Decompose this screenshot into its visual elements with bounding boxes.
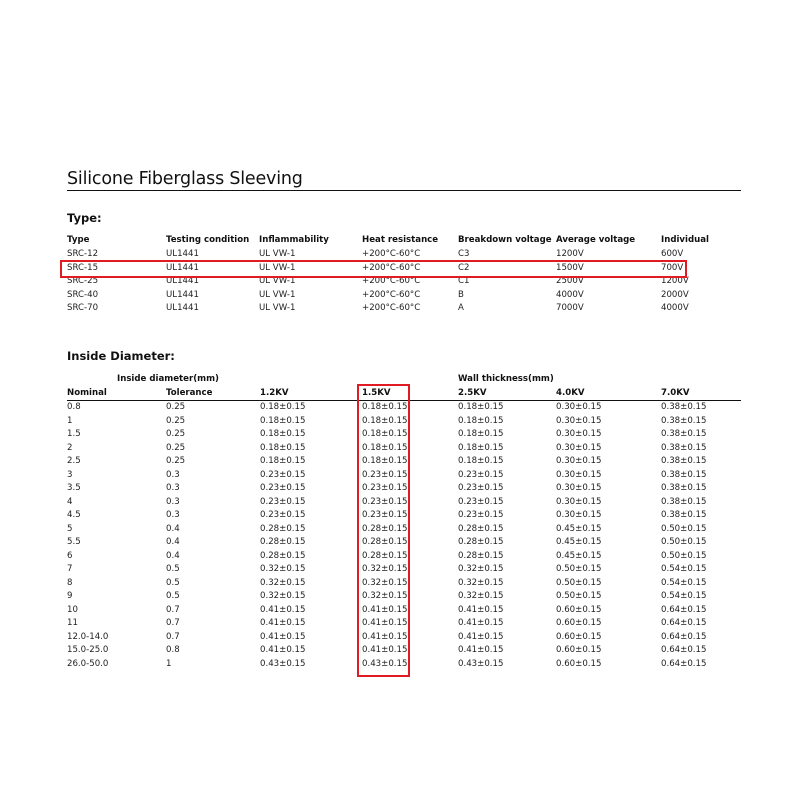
diameter-cell-26-0-50-0-3: 0.43±0.15 — [362, 658, 408, 669]
diameter-cell-2-3: 0.18±0.15 — [362, 442, 408, 453]
diameter-cell-2-5-6: 0.38±0.15 — [661, 456, 707, 466]
diameter-cell-9-2: 0.32±0.15 — [260, 591, 306, 601]
diameter-cell-3-0: 3 — [67, 469, 73, 480]
diameter-cell-7-3: 0.32±0.15 — [362, 564, 408, 574]
diameter-cell-11-6: 0.64±0.15 — [661, 618, 707, 628]
diameter-cell-2-5-3: 0.18±0.15 — [362, 456, 408, 466]
diameter-cell-5-5-5: 0.45±0.15 — [556, 537, 602, 547]
diameter-cell-6-0: 6 — [67, 550, 73, 561]
diameter-cell-1-0: 1 — [67, 415, 73, 426]
diameter-cell-5-5: 0.45±0.15 — [556, 523, 602, 534]
diameter-cell-1-6: 0.38±0.15 — [661, 415, 707, 426]
diameter-cell-4-5-5: 0.30±0.15 — [556, 510, 602, 520]
diameter-cell-11-4: 0.41±0.15 — [458, 618, 504, 628]
diameter-cell-6-6: 0.50±0.15 — [661, 550, 707, 561]
diameter-cell-5-1: 0.4 — [166, 523, 180, 534]
type-cell-src-15-4: C2 — [458, 262, 470, 273]
diameter-cell-3-4: 0.23±0.15 — [458, 469, 504, 480]
type-cell-src-25-4: C1 — [458, 276, 470, 286]
diameter-col-header-2-5kv: 2.5KV — [458, 388, 487, 398]
diameter-cell-8-5: 0.50±0.15 — [556, 577, 602, 588]
diameter-cell-7-2: 0.32±0.15 — [260, 564, 306, 574]
diameter-cell-10-3: 0.41±0.15 — [362, 604, 408, 615]
diameter-cell-2-6: 0.38±0.15 — [661, 442, 707, 453]
diameter-cell-12-0-14-0-4: 0.41±0.15 — [458, 631, 504, 642]
type-cell-src-25-3: +200°C-60°C — [362, 276, 421, 286]
diameter-cell-1-5-1: 0.25 — [166, 429, 186, 439]
diameter-cell-12-0-14-0-0: 12.0-14.0 — [67, 631, 109, 642]
diameter-cell-0-8-3: 0.18±0.15 — [362, 402, 408, 412]
diameter-cell-4-5-0: 4.5 — [67, 510, 81, 520]
diameter-cell-5-0: 5 — [67, 523, 73, 534]
diameter-cell-15-0-25-0-2: 0.41±0.15 — [260, 645, 306, 655]
diameter-cell-2-5: 0.30±0.15 — [556, 442, 602, 453]
diameter-cell-9-1: 0.5 — [166, 591, 180, 601]
diameter-col-header-nominal: Nominal — [67, 388, 107, 398]
type-cell-src-70-0: SRC-70 — [67, 303, 99, 313]
diameter-cell-0-8-1: 0.25 — [166, 402, 186, 412]
diameter-cell-12-0-14-0-6: 0.64±0.15 — [661, 631, 707, 642]
diameter-cell-6-3: 0.28±0.15 — [362, 550, 408, 561]
diameter-cell-4-5-6: 0.38±0.15 — [661, 510, 707, 520]
diameter-cell-6-2: 0.28±0.15 — [260, 550, 306, 561]
diameter-cell-12-0-14-0-3: 0.41±0.15 — [362, 631, 408, 642]
diameter-cell-8-1: 0.5 — [166, 577, 180, 588]
diameter-cell-4-0: 4 — [67, 496, 73, 507]
diameter-cell-15-0-25-0-6: 0.64±0.15 — [661, 645, 707, 655]
diameter-cell-1-4: 0.18±0.15 — [458, 415, 504, 426]
diameter-cell-3-5-2: 0.23±0.15 — [260, 483, 306, 493]
diameter-cell-2-5-2: 0.18±0.15 — [260, 456, 306, 466]
type-cell-src-12-2: UL VW-1 — [259, 249, 296, 259]
type-cell-src-40-0: SRC-40 — [67, 289, 99, 300]
diameter-cell-15-0-25-0-0: 15.0-25.0 — [67, 645, 109, 655]
diameter-cell-7-6: 0.54±0.15 — [661, 564, 707, 574]
diameter-cell-2-5-4: 0.18±0.15 — [458, 456, 504, 466]
type-col-header-inflammability: Inflammability — [259, 235, 329, 245]
diameter-cell-10-0: 10 — [67, 604, 78, 615]
type-cell-src-40-6: 2000V — [661, 289, 689, 300]
diameter-col-header-1-2kv: 1.2KV — [260, 388, 289, 398]
type-heading: Type: — [67, 211, 102, 225]
diameter-cell-1-3: 0.18±0.15 — [362, 415, 408, 426]
diameter-cell-26-0-50-0-2: 0.43±0.15 — [260, 658, 306, 669]
diameter-cell-0-8-4: 0.18±0.15 — [458, 402, 504, 412]
diameter-cell-3-5-4: 0.23±0.15 — [458, 483, 504, 493]
type-cell-src-15-2: UL VW-1 — [259, 262, 296, 273]
diameter-cell-4-2: 0.23±0.15 — [260, 496, 306, 507]
diameter-cell-5-5-6: 0.50±0.15 — [661, 537, 707, 547]
type-cell-src-40-2: UL VW-1 — [259, 289, 296, 300]
diameter-cell-4-5-1: 0.3 — [166, 510, 180, 520]
type-col-header-heat-resistance: Heat resistance — [362, 235, 439, 245]
diameter-cell-12-0-14-0-5: 0.60±0.15 — [556, 631, 602, 642]
diameter-cell-4-5-4: 0.23±0.15 — [458, 510, 504, 520]
type-cell-src-25-1: UL1441 — [166, 276, 199, 286]
type-cell-src-15-6: 700V — [661, 262, 684, 273]
diameter-cell-3-5-3: 0.23±0.15 — [362, 483, 408, 493]
diameter-cell-3-3: 0.23±0.15 — [362, 469, 408, 480]
diameter-cell-2-2: 0.18±0.15 — [260, 442, 306, 453]
diameter-cell-1-5-2: 0.18±0.15 — [260, 429, 306, 439]
diameter-cell-9-6: 0.54±0.15 — [661, 591, 707, 601]
inside-diameter-group-label: Inside diameter(mm) — [117, 374, 219, 384]
diameter-cell-2-0: 2 — [67, 442, 73, 453]
diameter-cell-4-1: 0.3 — [166, 496, 180, 507]
diameter-cell-5-5-1: 0.4 — [166, 537, 180, 547]
type-cell-src-70-6: 4000V — [661, 303, 689, 313]
type-cell-src-15-3: +200°C-60°C — [362, 262, 421, 273]
diameter-cell-26-0-50-0-0: 26.0-50.0 — [67, 658, 109, 669]
diameter-cell-7-5: 0.50±0.15 — [556, 564, 602, 574]
type-cell-src-70-2: UL VW-1 — [259, 303, 296, 313]
diameter-col-header-tolerance: Tolerance — [166, 388, 213, 398]
diameter-cell-9-4: 0.32±0.15 — [458, 591, 504, 601]
diameter-cell-2-1: 0.25 — [166, 442, 186, 453]
diameter-cell-0-8-6: 0.38±0.15 — [661, 402, 707, 412]
diameter-cell-7-1: 0.5 — [166, 564, 180, 574]
diameter-cell-1-1: 0.25 — [166, 415, 186, 426]
inside-diameter-heading: Inside Diameter: — [67, 349, 175, 363]
diameter-cell-6-4: 0.28±0.15 — [458, 550, 504, 561]
diameter-cell-3-5-6: 0.38±0.15 — [661, 483, 707, 493]
diameter-col-header-1-5kv: 1.5KV — [362, 388, 391, 398]
diameter-cell-3-2: 0.23±0.15 — [260, 469, 306, 480]
diameter-cell-4-6: 0.38±0.15 — [661, 496, 707, 507]
diameter-cell-10-2: 0.41±0.15 — [260, 604, 306, 615]
type-cell-src-40-3: +200°C-60°C — [362, 289, 421, 300]
diameter-cell-5-5-4: 0.28±0.15 — [458, 537, 504, 547]
type-cell-src-12-6: 600V — [661, 249, 684, 259]
diameter-cell-9-0: 9 — [67, 591, 73, 601]
diameter-cell-0-8-5: 0.30±0.15 — [556, 402, 602, 412]
type-cell-src-25-5: 2500V — [556, 276, 584, 286]
diameter-cell-1-5-0: 1.5 — [67, 429, 81, 439]
page-title: Silicone Fiberglass Sleeving — [67, 169, 303, 189]
type-cell-src-70-1: UL1441 — [166, 303, 199, 313]
type-cell-src-40-1: UL1441 — [166, 289, 199, 300]
type-cell-src-25-2: UL VW-1 — [259, 276, 296, 286]
diameter-cell-2-5-5: 0.30±0.15 — [556, 456, 602, 466]
diameter-cell-26-0-50-0-6: 0.64±0.15 — [661, 658, 707, 669]
diameter-cell-11-0: 11 — [67, 618, 78, 628]
type-row-highlight — [60, 260, 687, 278]
diameter-cell-26-0-50-0-4: 0.43±0.15 — [458, 658, 504, 669]
type-cell-src-15-0: SRC-15 — [67, 262, 99, 273]
diameter-cell-26-0-50-0-5: 0.60±0.15 — [556, 658, 602, 669]
type-cell-src-12-4: C3 — [458, 249, 470, 259]
diameter-cell-5-2: 0.28±0.15 — [260, 523, 306, 534]
diameter-cell-0-8-0: 0.8 — [67, 402, 81, 412]
type-cell-src-12-5: 1200V — [556, 249, 584, 259]
diameter-cell-3-5-5: 0.30±0.15 — [556, 483, 602, 493]
diameter-col-header-7-0kv: 7.0KV — [661, 388, 690, 398]
diameter-cell-15-0-25-0-5: 0.60±0.15 — [556, 645, 602, 655]
diameter-cell-4-3: 0.23±0.15 — [362, 496, 408, 507]
diameter-cell-1-2: 0.18±0.15 — [260, 415, 306, 426]
type-col-header-type: Type — [67, 235, 90, 245]
diameter-cell-2-5-1: 0.25 — [166, 456, 186, 466]
diameter-cell-3-5-1: 0.3 — [166, 483, 180, 493]
wall-thickness-group-label: Wall thickness(mm) — [458, 374, 554, 384]
diameter-cell-9-5: 0.50±0.15 — [556, 591, 602, 601]
diameter-cell-4-4: 0.23±0.15 — [458, 496, 504, 507]
type-cell-src-70-4: A — [458, 303, 464, 313]
diameter-cell-4-5-2: 0.23±0.15 — [260, 510, 306, 520]
diameter-cell-10-4: 0.41±0.15 — [458, 604, 504, 615]
diameter-cell-6-1: 0.4 — [166, 550, 180, 561]
diameter-cell-4-5-3: 0.23±0.15 — [362, 510, 408, 520]
diameter-cell-5-3: 0.28±0.15 — [362, 523, 408, 534]
diameter-cell-4-5: 0.30±0.15 — [556, 496, 602, 507]
diameter-cell-8-6: 0.54±0.15 — [661, 577, 707, 588]
diameter-column-highlight — [357, 384, 410, 677]
type-col-header-average-voltage: Average voltage — [556, 235, 636, 245]
diameter-cell-1-5-4: 0.18±0.15 — [458, 429, 504, 439]
type-col-header-breakdown-voltage: Breakdown voltage — [458, 235, 552, 245]
diameter-cell-8-2: 0.32±0.15 — [260, 577, 306, 588]
type-cell-src-12-0: SRC-12 — [67, 249, 99, 259]
diameter-cell-2-5-0: 2.5 — [67, 456, 81, 466]
type-cell-src-15-5: 1500V — [556, 262, 584, 273]
diameter-cell-15-0-25-0-1: 0.8 — [166, 645, 180, 655]
diameter-cell-5-5-0: 5.5 — [67, 537, 81, 547]
diameter-cell-10-1: 0.7 — [166, 604, 180, 615]
type-cell-src-70-3: +200°C-60°C — [362, 303, 421, 313]
diameter-cell-6-5: 0.45±0.15 — [556, 550, 602, 561]
diameter-cell-1-5-6: 0.38±0.15 — [661, 429, 707, 439]
diameter-cell-3-5-0: 3.5 — [67, 483, 81, 493]
diameter-cell-1-5: 0.30±0.15 — [556, 415, 602, 426]
diameter-cell-1-5-5: 0.30±0.15 — [556, 429, 602, 439]
diameter-cell-26-0-50-0-1: 1 — [166, 658, 172, 669]
diameter-cell-11-2: 0.41±0.15 — [260, 618, 306, 628]
diameter-cell-2-4: 0.18±0.15 — [458, 442, 504, 453]
diameter-cell-7-4: 0.32±0.15 — [458, 564, 504, 574]
diameter-cell-8-3: 0.32±0.15 — [362, 577, 408, 588]
diameter-cell-8-4: 0.32±0.15 — [458, 577, 504, 588]
diameter-cell-8-0: 8 — [67, 577, 73, 588]
type-cell-src-12-1: UL1441 — [166, 249, 199, 259]
title-rule — [67, 190, 741, 191]
diameter-cell-3-5: 0.30±0.15 — [556, 469, 602, 480]
diameter-cell-3-1: 0.3 — [166, 469, 180, 480]
diameter-cell-3-6: 0.38±0.15 — [661, 469, 707, 480]
diameter-cell-15-0-25-0-3: 0.41±0.15 — [362, 645, 408, 655]
type-cell-src-70-5: 7000V — [556, 303, 584, 313]
diameter-cell-15-0-25-0-4: 0.41±0.15 — [458, 645, 504, 655]
diameter-cell-11-5: 0.60±0.15 — [556, 618, 602, 628]
type-cell-src-25-6: 1200V — [661, 276, 689, 286]
diameter-cell-10-5: 0.60±0.15 — [556, 604, 602, 615]
diameter-cell-12-0-14-0-2: 0.41±0.15 — [260, 631, 306, 642]
diameter-cell-7-0: 7 — [67, 564, 73, 574]
diameter-cell-0-8-2: 0.18±0.15 — [260, 402, 306, 412]
type-cell-src-15-1: UL1441 — [166, 262, 199, 273]
diameter-cell-5-6: 0.50±0.15 — [661, 523, 707, 534]
diameter-cell-5-4: 0.28±0.15 — [458, 523, 504, 534]
type-col-header-testing-condition: Testing condition — [166, 235, 250, 245]
diameter-cell-1-5-3: 0.18±0.15 — [362, 429, 408, 439]
type-cell-src-25-0: SRC-25 — [67, 276, 99, 286]
diameter-cell-9-3: 0.32±0.15 — [362, 591, 408, 601]
type-col-header-individual: Individual — [661, 235, 709, 245]
diameter-cell-11-1: 0.7 — [166, 618, 180, 628]
diameter-col-header-4-0kv: 4.0KV — [556, 388, 585, 398]
type-cell-src-40-4: B — [458, 289, 464, 300]
diameter-cell-5-5-3: 0.28±0.15 — [362, 537, 408, 547]
diameter-cell-5-5-2: 0.28±0.15 — [260, 537, 306, 547]
type-cell-src-12-3: +200°C-60°C — [362, 249, 421, 259]
diameter-cell-12-0-14-0-1: 0.7 — [166, 631, 180, 642]
diameter-cell-10-6: 0.64±0.15 — [661, 604, 707, 615]
type-cell-src-40-5: 4000V — [556, 289, 584, 300]
diameter-cell-11-3: 0.41±0.15 — [362, 618, 408, 628]
